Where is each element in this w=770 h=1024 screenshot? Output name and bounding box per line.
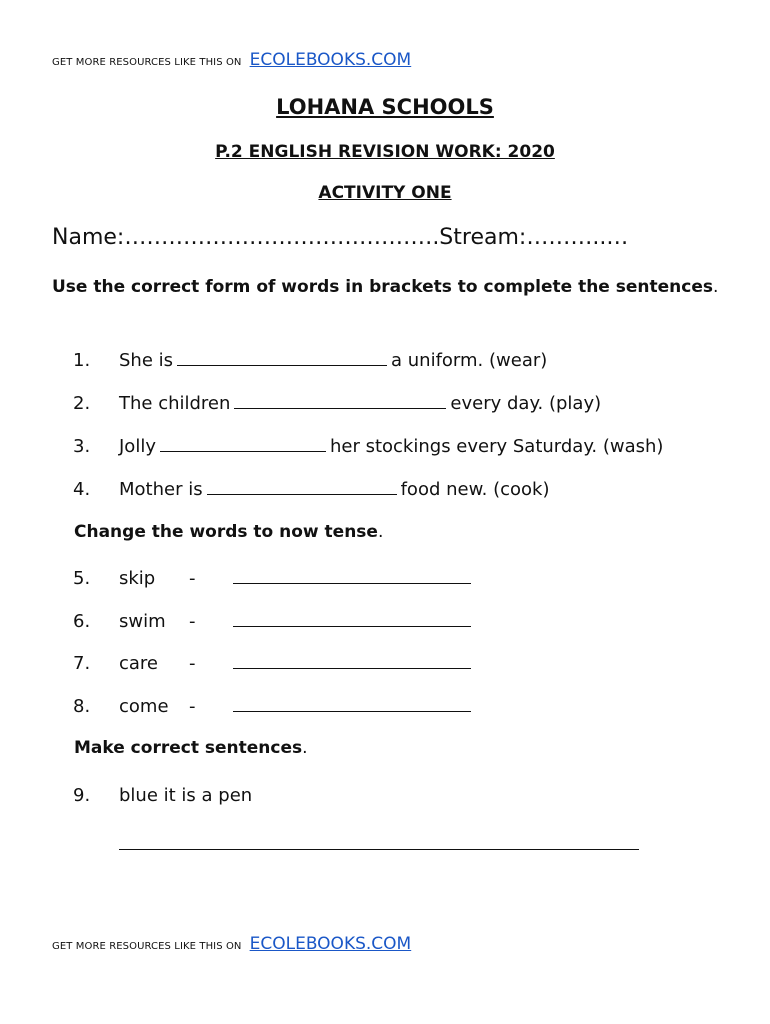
sentence-item-9 <box>73 785 252 806</box>
item-dash: - <box>189 568 196 589</box>
item-dash: - <box>189 696 196 717</box>
question-before: She is <box>119 350 174 371</box>
item-number: 5. <box>73 568 91 589</box>
question-before: Jolly <box>119 436 156 457</box>
question-number: 4. <box>73 479 91 500</box>
worksheet-subtitle: P.2 ENGLISH REVISION WORK: 2020 <box>215 142 555 162</box>
answer-blank[interactable] <box>234 407 446 409</box>
question-3 <box>73 436 663 457</box>
item-number: 6. <box>73 611 91 632</box>
item-number: 9. <box>73 785 91 806</box>
answer-blank[interactable] <box>233 667 471 669</box>
bottom-resources-banner <box>52 934 411 954</box>
section3-instruction <box>74 738 308 758</box>
answer-blank[interactable] <box>233 625 471 627</box>
question-2 <box>73 393 601 414</box>
tense-item-7 <box>73 653 475 674</box>
section1-instruction-end: . <box>712 277 719 297</box>
question-after: every day. (play) <box>450 393 602 414</box>
question-1 <box>73 350 547 371</box>
tense-item-6 <box>73 611 475 632</box>
ecolebooks-link[interactable]: ECOLEBOOKS.COM <box>249 50 412 70</box>
item-dash: - <box>189 611 196 632</box>
item-number: 8. <box>73 696 91 717</box>
question-after: a uniform. (wear) <box>391 350 548 371</box>
section3-instruction-end: . <box>302 738 308 758</box>
tense-item-5 <box>73 568 475 589</box>
question-number: 1. <box>73 350 91 371</box>
section1-instruction-bold: Use the correct form of words in brackets to complete the sentences <box>52 277 713 297</box>
answer-blank[interactable] <box>207 493 397 495</box>
item-text: blue it is a pen <box>119 785 253 806</box>
section3-instruction-bold: Make correct sentences <box>74 738 303 758</box>
answer-blank[interactable] <box>177 364 387 366</box>
banner-text: GET MORE RESOURCES LIKE THIS ON <box>52 941 242 952</box>
question-before: Mother is <box>119 479 203 500</box>
answer-blank[interactable] <box>160 450 326 452</box>
question-4 <box>73 479 550 500</box>
section1-instruction <box>52 272 732 303</box>
section2-instruction-end: . <box>377 522 384 542</box>
name-stream-line: Name:…………………………………….Stream:………..… <box>52 225 629 250</box>
item-word: skip <box>119 568 156 589</box>
ecolebooks-link[interactable]: ECOLEBOOKS.COM <box>249 934 412 954</box>
item-word: come <box>119 696 169 717</box>
answer-blank[interactable] <box>233 710 471 712</box>
section2-instruction-bold: Change the words to now tense <box>74 522 378 542</box>
top-resources-banner <box>52 50 411 70</box>
question-number: 2. <box>73 393 91 414</box>
question-after: food new. (cook) <box>400 479 550 500</box>
item-number: 7. <box>73 653 91 674</box>
sentence-answer-line[interactable] <box>119 849 639 850</box>
tense-item-8 <box>73 696 475 717</box>
item-word: care <box>119 653 159 674</box>
activity-title: ACTIVITY ONE <box>318 183 452 203</box>
section2-instruction <box>74 522 383 542</box>
item-dash: - <box>189 653 196 674</box>
question-before: The children <box>119 393 231 414</box>
answer-blank[interactable] <box>233 582 471 584</box>
item-word: swim <box>119 611 166 632</box>
banner-text: GET MORE RESOURCES LIKE THIS ON <box>52 57 242 68</box>
question-after: her stockings every Saturday. (wash) <box>329 436 664 457</box>
school-name: LOHANA SCHOOLS <box>276 95 494 119</box>
question-number: 3. <box>73 436 91 457</box>
